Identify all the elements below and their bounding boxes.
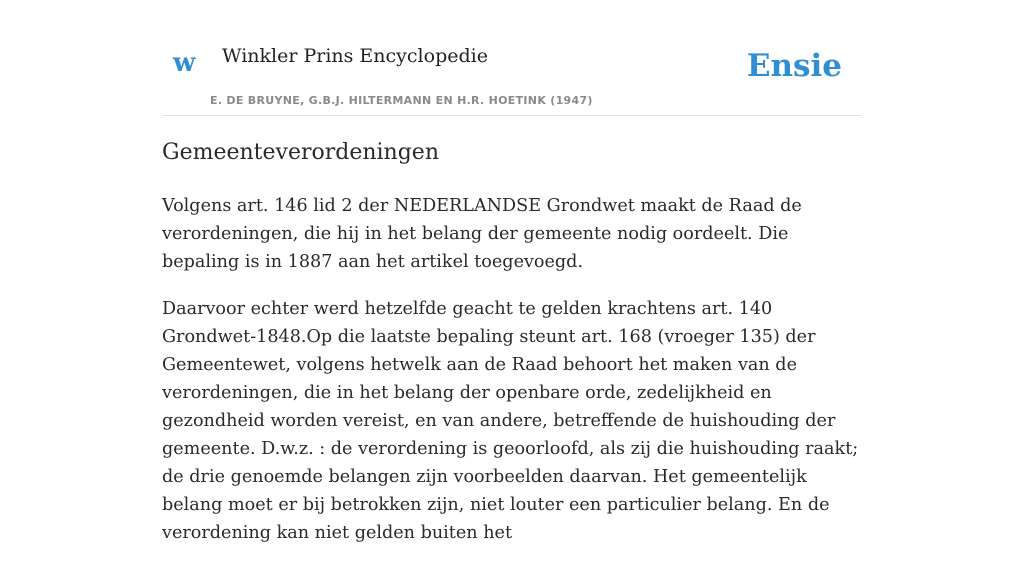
publication-authors: E. DE BRUYNE, G.B.J. HILTERMANN EN H.R. HOETINK (1947) xyxy=(210,94,593,107)
article-paragraph: Daarvoor echter werd hetzelfde geacht te gelden krachtens art. 140 Grondwet-1848.Op die laatste bepaling steunt art. 168 (vroeger 135) der Gemeentewet, volgens hetwelk aan de Raad behoort het maken van de verordeningen, die in het belang der openbare orde, zedelijkheid en gezondheid worden vereist, en van andere, betreffende de huishouding der gemeente. D.w.z. : de verordening is geoorloofd, als zij die huishouding raakt; de drie genoemde belangen zijn voorbeelden daarvan. Het gemeentelijk belang moet er bij betrokken zijn, niet louter een particulier belang. En de verordening kan niet gelden buiten het xyxy=(162,299,859,543)
publication-title[interactable]: Winkler Prins Encyclopedie xyxy=(222,45,488,67)
publication-logo-icon[interactable]: w xyxy=(173,48,196,78)
article-paragraph: Volgens art. 146 lid 2 der NEDERLANDSE Grondwet maakt de Raad de verordeningen, die hij in het belang der gemeente nodig oordeelt. Die bepaling is in 1887 aan het artikel toegevoegd. xyxy=(162,196,802,272)
article-title: Gemeenteverordeningen xyxy=(162,140,439,165)
site-header xyxy=(162,0,862,116)
ensie-logo-link[interactable]: Ensie xyxy=(746,48,842,84)
article-body xyxy=(162,192,862,566)
